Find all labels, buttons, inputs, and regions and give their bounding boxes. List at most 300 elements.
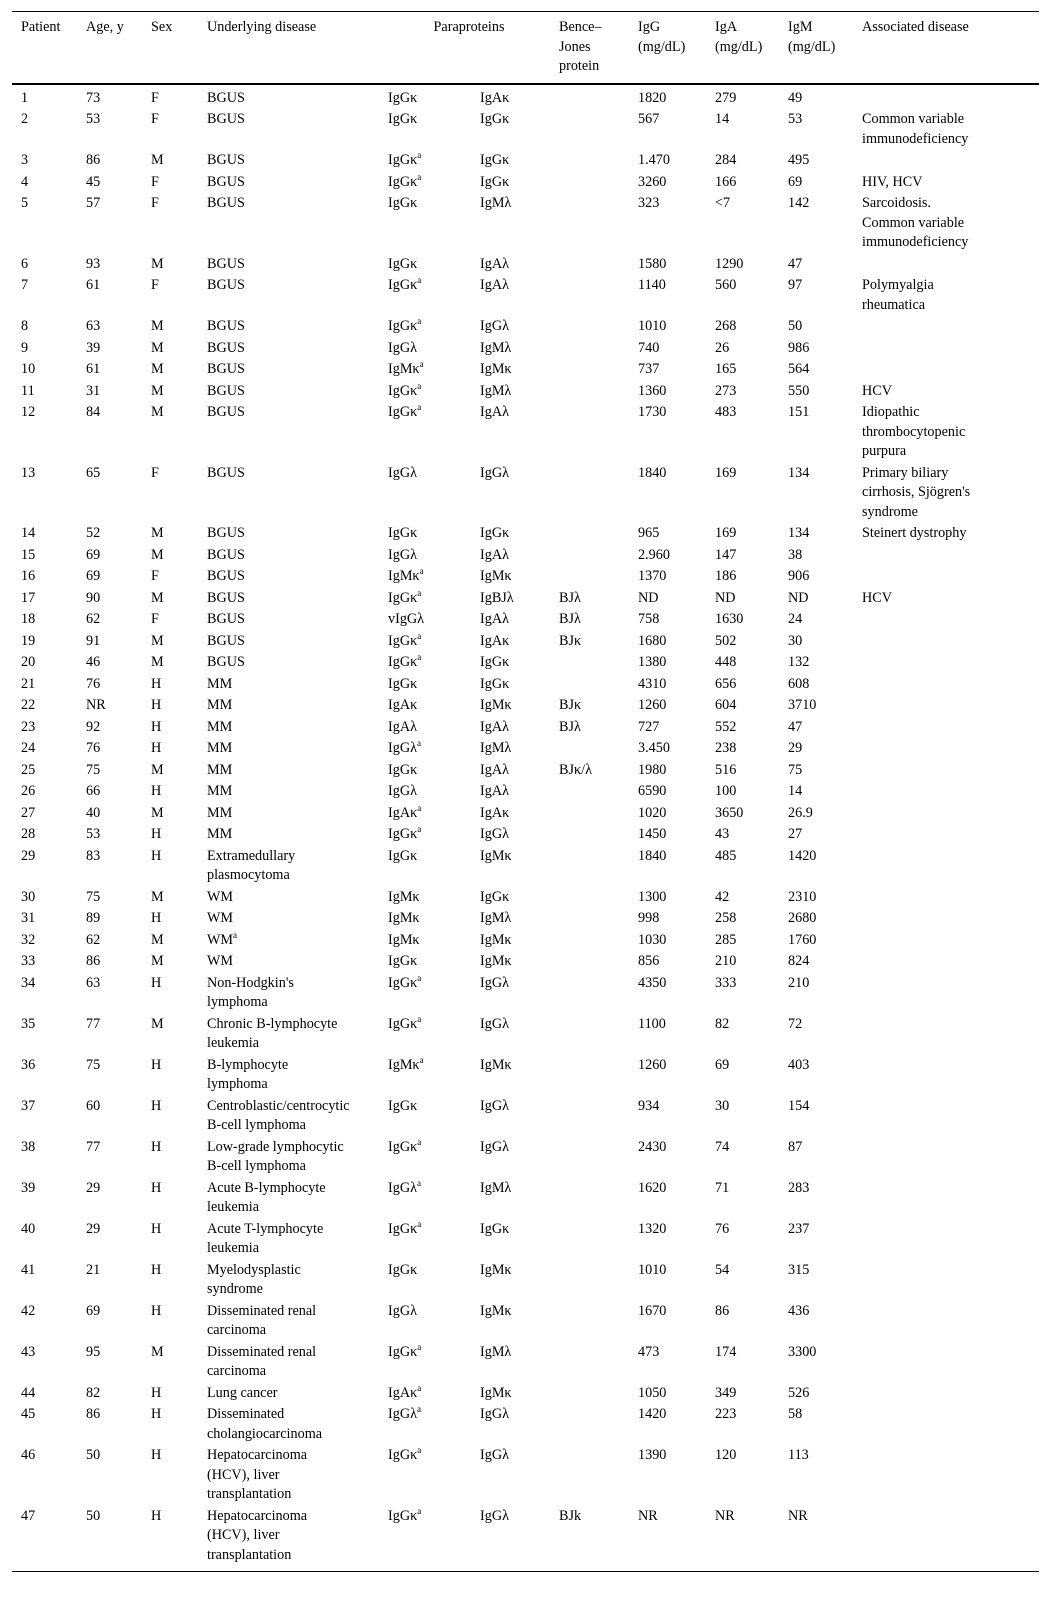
table-row: [12, 381, 1039, 403]
footnote-mark: a: [417, 171, 422, 182]
cell-age: 69: [86, 546, 101, 563]
cell-paraprotein-1: IgGλ: [388, 783, 417, 799]
cell-underlying-disease: MM: [207, 826, 233, 842]
cell-underlying-disease: $WM^a$: [207, 929, 238, 948]
cell-paraprotein-1: IgGκ$^a$: [388, 1136, 422, 1155]
table-row: [12, 172, 1039, 194]
cell-paraprotein-2: IgGλ: [480, 1406, 509, 1422]
cell-igg: 1840: [638, 847, 667, 864]
cell-igm: 2680: [788, 910, 817, 926]
cell-bence-jones: [550, 1178, 629, 1219]
table-row: [12, 1055, 1039, 1096]
table-header: [12, 12, 1039, 84]
cell-sex: M: [151, 761, 164, 778]
cell-igg: 1370: [638, 568, 667, 584]
cell-paraprotein-2: IgAκ: [480, 89, 510, 106]
cell-sex: F: [151, 568, 159, 584]
cell-iga: 258: [715, 910, 737, 926]
cell-bence-jones: [550, 738, 629, 760]
cell-igm: 75: [788, 761, 803, 778]
cell-igm: 27: [788, 826, 803, 842]
cell-igg: 473: [638, 1343, 660, 1360]
cell-paraprotein-1: IgMκ: [388, 931, 420, 948]
cell-bence-jones: [550, 1445, 629, 1506]
cell-patient: 28: [21, 826, 36, 842]
cell-iga: 516: [715, 761, 737, 778]
cell-igm: 14: [788, 783, 803, 799]
cell-underlying-disease: Non-Hodgkin's lymphoma: [207, 974, 294, 1010]
cell-paraprotein-2: IgGκ: [480, 1220, 510, 1237]
cell-bence-jones: [550, 1301, 629, 1342]
cell-iga: 284: [715, 152, 737, 168]
cell-patient: 32: [21, 931, 36, 948]
cell-iga: 3650: [715, 804, 744, 821]
cell-sex: M: [151, 382, 164, 399]
cell-patient: 45: [21, 1406, 36, 1422]
cell-paraprotein-2: IgGκ: [480, 888, 510, 905]
header-iga: IgA (mg/dL): [706, 12, 779, 84]
cell-age: 75: [86, 888, 101, 905]
cell-underlying-disease: BGUS: [207, 111, 245, 127]
cell-igm: 49: [788, 89, 803, 106]
cell-sex: H: [151, 783, 162, 799]
cell-associated-disease: [853, 1014, 1039, 1055]
cell-associated-disease: [853, 824, 1039, 846]
cell-age: 77: [86, 1138, 101, 1155]
cell-igm: 30: [788, 632, 803, 649]
cell-patient: 26: [21, 783, 36, 799]
cell-associated-disease: [853, 760, 1039, 782]
cell-igm: 47: [788, 718, 803, 735]
cell-bence-jones: [550, 523, 629, 545]
cell-igg: NR: [629, 1506, 706, 1572]
cell-patient: 6: [21, 255, 29, 272]
cell-igg: 1580: [638, 255, 667, 272]
cell-paraprotein-1: IgGκ: [388, 111, 418, 127]
cell-paraprotein-2: IgGλ: [471, 1506, 550, 1572]
cell-underlying-disease: MM: [207, 804, 233, 821]
table-row: [12, 1383, 1039, 1405]
footnote-mark: a: [417, 972, 422, 983]
cell-age: 69: [86, 568, 101, 584]
table-row: [12, 1342, 1039, 1383]
footnote-mark: a: [417, 1136, 422, 1147]
cell-igg: 1010: [638, 1261, 667, 1278]
cell-paraprotein-1: IgGκ$^a$: [388, 402, 422, 420]
cell-paraprotein-1: IgGκ: [388, 847, 418, 864]
cell-underlying-disease: WM: [207, 910, 234, 926]
cell-igm: 1760: [788, 931, 817, 948]
cell-bence-jones: BJλ: [559, 589, 581, 606]
cell-igg: 1030: [638, 931, 667, 948]
cell-iga: 349: [715, 1384, 737, 1401]
cell-paraprotein-1: IgGκ$^a$: [388, 171, 422, 190]
cell-associated-disease: Polymyalgia rheumatica: [862, 277, 934, 313]
cell-paraprotein-2: IgBJλ: [480, 589, 514, 606]
cell-igg: 1.470: [638, 152, 670, 168]
cell-associated-disease: Sarcoidosis. Common variable immunodeficiency: [862, 195, 969, 250]
cell-paraprotein-1: IgGκ$^a$: [388, 972, 422, 991]
footnote-mark: a: [417, 652, 422, 662]
cell-igm: 3300: [788, 1343, 817, 1360]
cell-iga: 502: [715, 632, 737, 649]
cell-igm: 58: [788, 1406, 803, 1422]
cell-associated-disease: [853, 1383, 1039, 1405]
cell-associated-disease: [853, 254, 1039, 276]
cell-age: 82: [86, 1384, 101, 1401]
cell-underlying-disease: BGUS: [207, 546, 245, 563]
cell-sex: M: [151, 589, 164, 606]
cell-igg: 1010: [638, 318, 667, 334]
cell-paraprotein-1: IgGλ: [388, 1302, 417, 1319]
cell-patient: 20: [21, 654, 36, 670]
cell-underlying-disease: Hepatocarcinoma (HCV), liver transplantation: [198, 1506, 388, 1572]
cell-bence-jones: [550, 566, 629, 588]
cell-paraprotein-1: IgGκ: [388, 1097, 418, 1114]
cell-paraprotein-2: IgMκ: [480, 847, 512, 864]
cell-paraprotein-1: IgMκ$^a$: [388, 566, 424, 584]
cell-igm: 72: [788, 1015, 803, 1032]
cell-paraprotein-1: IgGκ: [388, 525, 418, 541]
cell-age: 46: [86, 654, 101, 670]
table-row: [12, 402, 1039, 463]
cell-age: 91: [86, 632, 101, 649]
cell-bence-jones: [550, 1404, 629, 1445]
cell-igm: 113: [788, 1447, 809, 1463]
cell-sex: H: [151, 1056, 162, 1073]
cell-iga: 604: [715, 697, 737, 713]
cell-bence-jones: [550, 1260, 629, 1301]
cell-iga: 165: [715, 361, 737, 377]
cell-age: 50: [86, 1447, 101, 1463]
cell-igm: 564: [788, 361, 810, 377]
cell-igg: 1020: [638, 804, 667, 821]
cell-age: 57: [86, 195, 101, 211]
cell-patient: 29: [21, 847, 36, 864]
cell-iga: 560: [715, 277, 737, 293]
cell-paraprotein-2: IgGκ: [480, 525, 510, 541]
table-row: [12, 193, 1039, 254]
cell-paraprotein-2: IgGλ: [480, 464, 509, 481]
cell-sex: H: [142, 1506, 198, 1572]
cell-bence-jones: [550, 803, 629, 825]
cell-associated-disease: [853, 1445, 1039, 1506]
cell-igm: ND: [788, 589, 809, 606]
cell-sex: H: [151, 740, 162, 756]
cell-associated-disease: Common variable immunodeficiency: [862, 111, 969, 147]
table-row: [12, 1506, 1039, 1572]
cell-iga: NR: [706, 1506, 779, 1572]
table-row: [12, 1219, 1039, 1260]
cell-associated-disease: Primary biliary cirrhosis, Sjögren's syndrome: [862, 464, 971, 520]
cell-patient: 1: [21, 89, 29, 106]
cell-age: 69: [86, 1302, 101, 1319]
cell-associated-disease: HIV, HCV: [862, 173, 923, 190]
cell-iga: 42: [715, 888, 730, 905]
cell-bence-jones: BJκ/λ: [559, 761, 592, 778]
table-row: [12, 973, 1039, 1014]
cell-igm: 132: [788, 654, 810, 670]
cell-igg: 1390: [638, 1447, 667, 1463]
cell-iga: 69: [715, 1056, 730, 1073]
cell-sex: M: [151, 525, 164, 541]
cell-iga: 1290: [715, 255, 744, 272]
cell-underlying-disease: BGUS: [207, 382, 245, 399]
cell-igm: 50: [788, 318, 803, 334]
cell-age: 66: [86, 783, 101, 799]
cell-associated-disease: [853, 1404, 1039, 1445]
cell-paraprotein-2: IgMλ: [480, 382, 512, 399]
cell-bence-jones: [550, 463, 629, 524]
cell-paraprotein-2: IgGκ: [480, 675, 510, 692]
cell-igg: 1320: [638, 1220, 667, 1237]
cell-paraprotein-1: IgMκ$^a$: [388, 1054, 424, 1073]
table-row: [12, 695, 1039, 717]
cell-patient: 33: [21, 953, 36, 969]
cell-iga: 169: [715, 464, 737, 481]
table-row: [12, 631, 1039, 653]
cell-paraprotein-2: IgAλ: [480, 404, 509, 420]
cell-igg: ND: [638, 589, 659, 606]
cell-associated-disease: [853, 973, 1039, 1014]
cell-paraprotein-2: IgMλ: [480, 740, 512, 756]
cell-sex: M: [151, 1015, 164, 1032]
cell-associated-disease: [853, 803, 1039, 825]
cell-bence-jones: [550, 275, 629, 316]
cell-patient: 41: [21, 1261, 36, 1278]
cell-age: 92: [86, 718, 101, 735]
cell-patient: 47: [12, 1506, 77, 1572]
cell-bence-jones: [550, 254, 629, 276]
footnote-mark: a: [417, 824, 422, 834]
cell-igg: 1100: [638, 1015, 666, 1032]
cell-associated-disease: [853, 1055, 1039, 1096]
cell-underlying-disease: Myelodysplastic syndrome: [207, 1261, 301, 1297]
cell-paraprotein-2: IgMκ: [480, 1056, 512, 1073]
cell-sex: H: [151, 1220, 162, 1237]
footnote-mark: a: [417, 1505, 422, 1516]
table-row: [12, 254, 1039, 276]
cell-iga: 30: [715, 1097, 730, 1114]
cell-bence-jones: [550, 781, 629, 803]
cell-sex: H: [151, 1261, 162, 1278]
cell-iga: 485: [715, 847, 737, 864]
paraprotein-table: [12, 11, 1039, 1572]
table-row: [12, 1178, 1039, 1219]
cell-age: NR: [86, 697, 106, 713]
cell-age: 62: [86, 931, 101, 948]
cell-igm: 906: [788, 568, 810, 584]
cell-associated-disease: [853, 1219, 1039, 1260]
footnote-mark: a: [417, 380, 422, 391]
cell-underlying-disease: BGUS: [207, 339, 245, 356]
cell-underlying-disease: MM: [207, 783, 233, 799]
table-row: [12, 338, 1039, 360]
table-row: [12, 1404, 1039, 1445]
cell-bence-jones: [550, 402, 629, 463]
cell-igg: 1360: [638, 382, 667, 399]
cell-bence-jones: [550, 338, 629, 360]
footnote-mark: a: [417, 1218, 422, 1229]
cell-age: 63: [86, 318, 101, 334]
cell-underlying-disease: Acute B-lymphocyte leukemia: [207, 1179, 326, 1215]
cell-bence-jones: [550, 908, 629, 930]
cell-igg: 1730: [638, 404, 667, 420]
cell-age: 75: [86, 761, 101, 778]
table-row: [12, 738, 1039, 760]
cell-igg: 1680: [638, 632, 667, 649]
cell-age: 86: [86, 1406, 101, 1422]
cell-sex: F: [151, 464, 159, 481]
header-associated-disease: Associated disease: [853, 12, 1039, 84]
header-igm: IgM (mg/dL): [779, 12, 853, 84]
cell-underlying-disease: BGUS: [207, 611, 245, 627]
cell-patient: 25: [21, 761, 36, 778]
cell-sex: M: [151, 339, 164, 356]
cell-sex: F: [151, 89, 159, 106]
cell-iga: 552: [715, 718, 737, 735]
cell-bence-jones: [550, 1014, 629, 1055]
cell-paraprotein-1: IgGκ$^a$: [388, 1218, 422, 1237]
cell-sex: H: [151, 910, 162, 926]
cell-age: 61: [86, 277, 101, 293]
cell-paraprotein-1: IgGλ: [388, 339, 417, 356]
table-row: [12, 359, 1039, 381]
cell-paraprotein-1: IgGλ: [388, 464, 417, 481]
cell-paraprotein-1: IgAκ: [388, 697, 418, 713]
cell-paraprotein-2: IgAλ: [480, 255, 509, 272]
cell-igg: 1450: [638, 826, 667, 842]
cell-underlying-disease: MM: [207, 761, 233, 778]
table-row: [12, 760, 1039, 782]
cell-sex: F: [151, 611, 159, 627]
cell-paraprotein-2: IgMκ: [480, 1384, 512, 1401]
table-row: [12, 824, 1039, 846]
cell-paraprotein-1: IgMκ: [388, 910, 420, 926]
cell-age: 86: [86, 953, 101, 969]
cell-iga: 43: [715, 826, 730, 842]
cell-iga: 210: [715, 953, 737, 969]
cell-igg: 727: [638, 718, 660, 735]
cell-sex: H: [151, 826, 162, 842]
cell-bence-jones: [550, 824, 629, 846]
cell-paraprotein-2: IgGλ: [480, 318, 509, 334]
cell-associated-disease: [853, 1178, 1039, 1219]
cell-iga: 238: [715, 740, 737, 756]
cell-igm: NR: [779, 1506, 853, 1572]
table-row: [12, 652, 1039, 674]
cell-paraprotein-1: IgGκ$^a$: [388, 150, 422, 168]
cell-paraprotein-2: IgGκ: [480, 173, 510, 190]
cell-sex: H: [151, 1406, 162, 1422]
cell-igg: 1820: [638, 89, 667, 106]
footnote-mark: a: [417, 1445, 422, 1455]
cell-sex: M: [151, 546, 164, 563]
cell-sex: H: [151, 1302, 162, 1319]
cell-paraprotein-1: IgGλ$^a$: [388, 1177, 421, 1196]
cell-age: 84: [86, 404, 101, 420]
cell-paraprotein-2: IgGλ: [480, 1447, 509, 1463]
cell-age: 73: [86, 89, 101, 106]
cell-patient: 34: [21, 974, 36, 991]
cell-age: 29: [86, 1179, 101, 1196]
cell-paraprotein-2: IgMκ: [480, 361, 512, 377]
cell-igm: 495: [788, 152, 810, 168]
cell-age: 95: [86, 1343, 101, 1360]
cell-igg: 1300: [638, 888, 667, 905]
cell-associated-disease: HCV: [862, 589, 892, 606]
cell-age: 53: [86, 111, 101, 127]
table-row: [12, 588, 1039, 610]
cell-patient: 43: [21, 1343, 36, 1360]
cell-sex: M: [151, 888, 164, 905]
cell-associated-disease: [853, 609, 1039, 631]
cell-underlying-disease: MM: [207, 718, 233, 735]
cell-igg: 1980: [638, 761, 667, 778]
cell-underlying-disease: BGUS: [207, 654, 245, 670]
cell-igg: 740: [638, 339, 660, 356]
table-row: [12, 545, 1039, 567]
cell-iga: ND: [715, 589, 736, 606]
cell-bence-jones: BJκ: [559, 697, 582, 713]
footnote-mark: a: [419, 566, 424, 576]
cell-patient: 36: [21, 1056, 36, 1073]
cell-iga: 268: [715, 318, 737, 334]
table-row: [12, 846, 1039, 887]
cell-paraprotein-2: IgGλ: [480, 974, 509, 991]
cell-igm: 436: [788, 1302, 810, 1319]
footnote-mark: a: [417, 1013, 422, 1024]
cell-sex: M: [151, 654, 164, 670]
cell-paraprotein-2: IgMλ: [480, 195, 512, 211]
cell-bence-jones: [550, 381, 629, 403]
cell-igg: 1840: [638, 464, 667, 481]
cell-sex: H: [151, 697, 162, 713]
cell-age: 52: [86, 525, 101, 541]
cell-paraprotein-1: IgGκ$^a$: [388, 652, 422, 670]
cell-paraprotein-1: IgAκ$^a$: [388, 1382, 422, 1401]
cell-patient: 18: [21, 611, 36, 627]
paraprotein-table-container: [12, 11, 1039, 1572]
cell-age: 62: [86, 611, 101, 627]
cell-associated-disease: [853, 631, 1039, 653]
cell-age: 90: [86, 589, 101, 606]
cell-bence-jones: [550, 1219, 629, 1260]
cell-igg: 1050: [638, 1384, 667, 1401]
cell-iga: 76: [715, 1220, 730, 1237]
cell-patient: 11: [21, 382, 35, 399]
cell-igm: 47: [788, 255, 803, 272]
cell-paraprotein-2: IgGκ: [480, 111, 510, 127]
cell-paraprotein-1: IgGκ$^a$: [388, 1013, 422, 1032]
cell-iga: 74: [715, 1138, 730, 1155]
cell-bence-jones: BJλ: [559, 611, 581, 627]
footnote-mark: a: [417, 587, 422, 598]
footnote-mark: a: [417, 802, 422, 813]
cell-patient: 37: [21, 1097, 36, 1114]
cell-underlying-disease: MM: [207, 740, 233, 756]
cell-sex: M: [151, 152, 164, 168]
cell-paraprotein-1: IgGλ$^a$: [388, 738, 421, 756]
cell-age: 21: [86, 1261, 101, 1278]
cell-paraprotein-1: IgGκ$^a$: [388, 380, 422, 399]
cell-igg: 758: [638, 611, 660, 627]
cell-paraprotein-1: vIgGλ: [388, 611, 425, 627]
cell-igg: 998: [638, 910, 660, 926]
cell-igm: 38: [788, 546, 803, 563]
cell-associated-disease: [853, 652, 1039, 674]
cell-paraprotein-2: IgMλ: [480, 1343, 512, 1360]
